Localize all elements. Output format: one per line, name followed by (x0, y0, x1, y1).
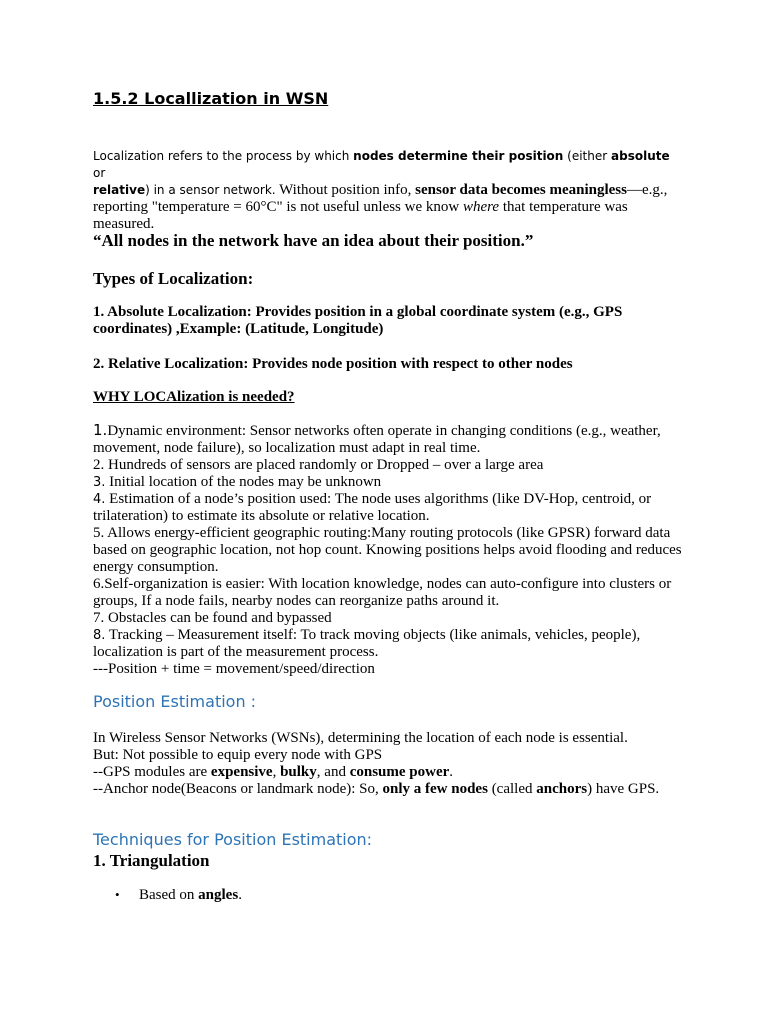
key-quote: “All nodes in the network have an idea about their position.” (93, 231, 534, 250)
list-item: 2. Hundreds of sensors are placed randomly or Dropped – over a large area (93, 457, 544, 473)
text-run: . (449, 764, 454, 780)
bold-run: bulky (280, 764, 317, 780)
section-title: 1.5.2 Locallization in WSN (93, 89, 329, 108)
list-text: Estimation of a node’s position used: The node uses algorithms (like DV-Hop, centroid, or trilateration) to estimate its absolute or relative location. (93, 491, 652, 524)
absolute-localization: 1. Absolute Localization: Provides position in a global coordinate system (e.g., GPS coordinates) ,Example: (Latitude, Longitude) (93, 304, 623, 337)
reasons-list (93, 422, 683, 678)
intro-text: or (93, 166, 106, 180)
intro-text: Without position info, (275, 182, 416, 198)
list-number: 3. (93, 475, 106, 490)
text-run: ) have GPS. (587, 781, 660, 797)
intro-bold-relative: relative (93, 183, 146, 197)
list-item: 6.Self-organization is easier: With location knowledge, nodes can auto-configure into clusters or groups, If a node fails, nearby nodes can reorganize paths around it. (93, 576, 672, 609)
list-item: 5. Allows energy-efficient geographic routing:Many routing protocols (like GPSR) forward data based on geographic location, not hop count. Knowing positions helps avoid flooding and reduces energy consumption. (93, 525, 682, 575)
why-heading: WHY LOCAlization is needed? (93, 389, 295, 405)
bold-run: consume power (349, 764, 450, 780)
list-item (93, 422, 683, 457)
intro-bold-absolute: absolute (611, 149, 670, 163)
text-run: (called (487, 781, 537, 797)
intro-text: Localization refers to the process by which (93, 149, 354, 163)
intro-paragraph (93, 148, 683, 233)
list-text: Initial location of the nodes may be unknown (105, 474, 382, 490)
list-item (93, 627, 683, 661)
intro-bold-nodes: nodes determine their position (353, 149, 564, 163)
paragraph-line: In Wireless Sensor Networks (WSNs), determining the location of each node is essential. (93, 730, 628, 746)
position-estimation-heading: Position Estimation : (93, 692, 257, 711)
intro-text: ) in a sensor network. (145, 183, 276, 197)
list-number: 4. (93, 492, 106, 507)
intro-text: (either (563, 149, 611, 163)
paragraph-line (93, 764, 683, 781)
bold-run: angles (198, 887, 239, 903)
intro-italic-where: where (462, 199, 500, 215)
list-item: 7. Obstacles can be found and bypassed (93, 610, 332, 626)
intro-text: that temperature was measured. (93, 199, 628, 232)
bold-run: only a few nodes (382, 781, 488, 797)
bold-run: anchors (536, 781, 588, 797)
intro-bold-meaningless: sensor data becomes meaningless (415, 182, 627, 198)
types-heading: Types of Localization: (93, 269, 254, 288)
bold-run: expensive (210, 764, 273, 780)
list-number: 8. (93, 628, 106, 643)
text-run: , (272, 764, 281, 780)
list-text: Dynamic environment: Sensor networks often operate in changing conditions (e.g., weather, movement, node failure), so localization must adapt in real time. (93, 423, 661, 456)
bullet-item (139, 887, 242, 904)
text-run: , and (316, 764, 350, 780)
text-run: . (238, 887, 242, 903)
list-number: 1. (93, 421, 108, 439)
paragraph-line: But: Not possible to equip every node with GPS (93, 747, 383, 763)
relative-localization: 2. Relative Localization: Provides node position with respect to other nodes (93, 356, 573, 372)
text-run: Based on (139, 887, 199, 903)
triangulation-heading: 1. Triangulation (93, 851, 210, 870)
intro-text: —e.g., reporting "temperature = 60°C" is not useful unless we know (93, 182, 668, 215)
list-item (93, 491, 683, 525)
techniques-heading: Techniques for Position Estimation: (93, 830, 373, 849)
position-estimation-body (93, 730, 683, 798)
bullet-icon: • (115, 887, 120, 902)
text-run: --GPS modules are (93, 764, 211, 780)
list-item: ---Position + time = movement/speed/direction (93, 661, 375, 677)
paragraph-line (93, 781, 683, 798)
text-run: --Anchor node(Beacons or landmark node): So, (93, 781, 383, 797)
list-item (93, 474, 683, 491)
list-text: Tracking – Measurement itself: To track moving objects (like animals, vehicles, people), localization is part of the measurement process. (93, 627, 641, 660)
